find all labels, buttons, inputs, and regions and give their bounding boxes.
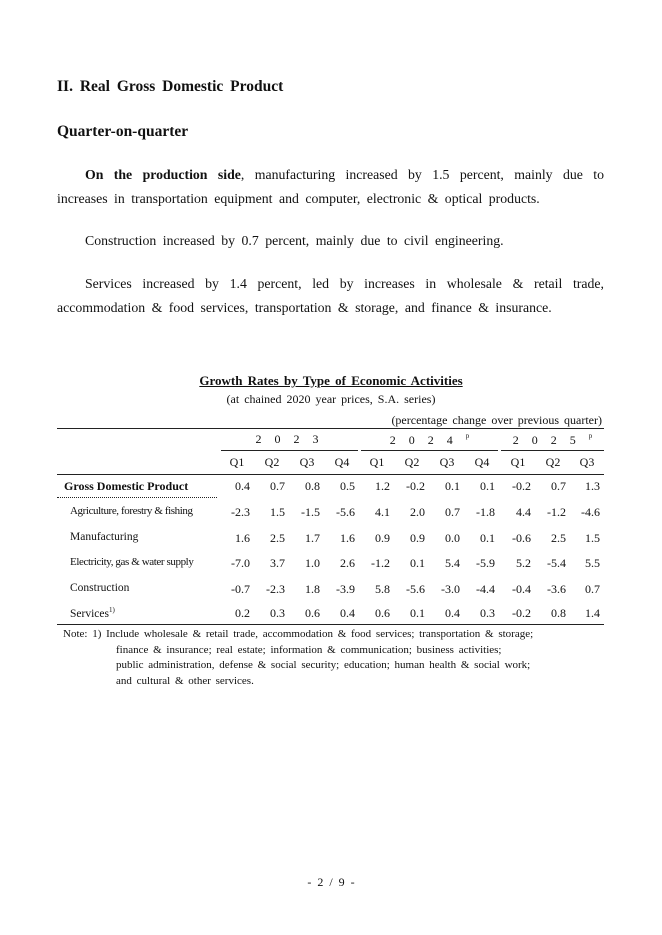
- paragraph-production: [57, 163, 604, 211]
- year-header: 2 0 2 3: [255, 432, 324, 446]
- quarter-header: Q4: [334, 455, 350, 469]
- quarter-header: Q3: [439, 455, 455, 469]
- table-cell: 4.1: [375, 505, 390, 519]
- table-cell: -7.0: [231, 556, 250, 570]
- quarter-header: Q1: [229, 455, 245, 469]
- table-cell: 5.2: [516, 556, 531, 570]
- table-cell: -2.3: [266, 582, 285, 596]
- table-cell: 1.0: [305, 556, 320, 570]
- table-cell: -1.5: [301, 505, 320, 519]
- table-cell: 0.7: [270, 479, 285, 493]
- quarter-header: Q3: [299, 455, 315, 469]
- table-cell: 0.1: [410, 556, 425, 570]
- table-cell: 5.5: [585, 556, 600, 570]
- table-cell: 1.4: [585, 606, 600, 620]
- table-cell: 0.9: [375, 531, 390, 545]
- table-cell: -5.6: [336, 505, 355, 519]
- table-cell: 4.4: [516, 505, 531, 519]
- table-cell: 1.5: [585, 531, 600, 545]
- quarter-header: Q4: [474, 455, 490, 469]
- table-cell: -1.8: [476, 505, 495, 519]
- quarter-header: Q2: [264, 455, 280, 469]
- table-cell: -0.7: [231, 582, 250, 596]
- table-cell: 1.8: [305, 582, 320, 596]
- table-cell: -3.9: [336, 582, 355, 596]
- table-cell: 0.0: [445, 531, 460, 545]
- table-subtitle: (at chained 2020 year prices, S.A. series): [226, 392, 436, 406]
- paragraph-body: Services increased by 1.4 percent, led by increases in wholesale & retail trade, accommodation & food services, transportation & storage, and finance & insurance.: [57, 276, 604, 315]
- note-line: Note: 1) Include wholesale & retail trade, accommodation & food services; transportation & storage;: [63, 628, 534, 640]
- table-cell: 0.3: [270, 606, 285, 620]
- table-top-rule: [57, 428, 604, 429]
- row-label: Services$^{1)}$: [70, 606, 115, 620]
- table-cell: -3.6: [547, 582, 566, 596]
- table-bottom-rule: [57, 624, 604, 625]
- year-rule-2023: [221, 450, 358, 451]
- row-label: Agriculture, forestry & fishing: [70, 505, 193, 517]
- table-cell: -4.4: [476, 582, 495, 596]
- table-cell: -5.6: [406, 582, 425, 596]
- table-cell: 0.6: [375, 606, 390, 620]
- paragraph-body: , manufacturing increased by 1.5 percent, mainly due to increases in transportation equipment and computer, electronic & optical products.: [57, 167, 604, 206]
- table-cell: 0.4: [445, 606, 460, 620]
- table-cell: -1.2: [371, 556, 390, 570]
- table-cell: -0.2: [406, 479, 425, 493]
- year-rule-2025: [501, 450, 604, 451]
- table-cell: -2.3: [231, 505, 250, 519]
- quarter-header: Q2: [404, 455, 420, 469]
- table-cell: 0.7: [585, 582, 600, 596]
- header-bottom-rule: [57, 474, 604, 475]
- table-cell: -1.2: [547, 505, 566, 519]
- row-label: Electricity, gas & water supply: [70, 556, 194, 568]
- table-cell: 1.5: [270, 505, 285, 519]
- preliminary-mark: p: [465, 432, 470, 440]
- table-cell: 0.1: [480, 479, 495, 493]
- table-cell: 0.7: [445, 505, 460, 519]
- table-cell: 2.0: [410, 505, 425, 519]
- table-note: [63, 627, 533, 689]
- row-label: Gross Domestic Product: [64, 479, 189, 493]
- year-header: 2 0 2 4 $^p$: [389, 432, 470, 447]
- paragraph-lead: On the production side: [85, 167, 241, 182]
- table-cell: 0.2: [235, 606, 250, 620]
- table-cell: 1.7: [305, 531, 320, 545]
- table-cell: -4.6: [581, 505, 600, 519]
- note-line: public administration, defense & social security; education; human health & social work;: [116, 659, 531, 671]
- paragraph-body: Construction increased by 0.7 percent, mainly due to civil engineering.: [85, 233, 504, 248]
- quarter-header: Q1: [369, 455, 385, 469]
- gdp-dotted-rule: [57, 497, 217, 498]
- table-cell: 0.6: [305, 606, 320, 620]
- table-unit: (percentage change over previous quarter): [391, 413, 602, 427]
- table-cell: 0.1: [445, 479, 460, 493]
- section-title: II. Real Gross Domestic Product: [57, 78, 284, 95]
- table-cell: -5.4: [547, 556, 566, 570]
- table-cell: 1.6: [340, 531, 355, 545]
- table-cell: -3.0: [441, 582, 460, 596]
- table-cell: 5.8: [375, 582, 390, 596]
- table-cell: 0.7: [551, 479, 566, 493]
- table-cell: 2.5: [551, 531, 566, 545]
- table-cell: -0.4: [512, 582, 531, 596]
- note-line: and cultural & other services.: [116, 674, 254, 687]
- paragraph-construction: [57, 229, 604, 253]
- quarter-header: Q1: [510, 455, 526, 469]
- year-header: 2 0 2 5 $^p$: [512, 432, 593, 447]
- table-cell: 0.8: [551, 606, 566, 620]
- table-cell: 2.6: [340, 556, 355, 570]
- page-number: - 2 / 9 -: [307, 875, 355, 889]
- subsection-title: Quarter-on-quarter: [57, 123, 189, 140]
- quarter-header: Q2: [545, 455, 561, 469]
- table-cell: 0.9: [410, 531, 425, 545]
- table-cell: 0.8: [305, 479, 320, 493]
- paragraph-services: [57, 272, 604, 320]
- table-cell: 0.1: [410, 606, 425, 620]
- quarter-header: Q3: [579, 455, 595, 469]
- table-cell: 3.7: [270, 556, 285, 570]
- table-cell: 0.3: [480, 606, 495, 620]
- table-cell: 0.4: [340, 606, 355, 620]
- footnote-mark: 1): [108, 606, 115, 614]
- table-cell: 5.4: [445, 556, 460, 570]
- note-line: finance & insurance; real estate; information & communication; business activities;: [116, 643, 502, 656]
- table-cell: -5.9: [476, 556, 495, 570]
- table-cell: 1.2: [375, 479, 390, 493]
- table-cell: 1.3: [585, 479, 600, 493]
- row-label: Manufacturing: [70, 531, 139, 543]
- table-cell: 0.5: [340, 479, 355, 493]
- table-cell: -0.6: [512, 531, 531, 545]
- table-cell: 0.4: [235, 479, 250, 493]
- row-label: Construction: [70, 582, 130, 594]
- table-cell: 1.6: [235, 531, 250, 545]
- year-rule-2024: [361, 450, 498, 451]
- table-cell: 2.5: [270, 531, 285, 545]
- table-cell: -0.2: [512, 479, 531, 493]
- preliminary-mark: p: [588, 432, 593, 440]
- table-title: Growth Rates by Type of Economic Activities: [199, 373, 463, 388]
- table-cell: 0.1: [480, 531, 495, 545]
- table-cell: -0.2: [512, 606, 531, 620]
